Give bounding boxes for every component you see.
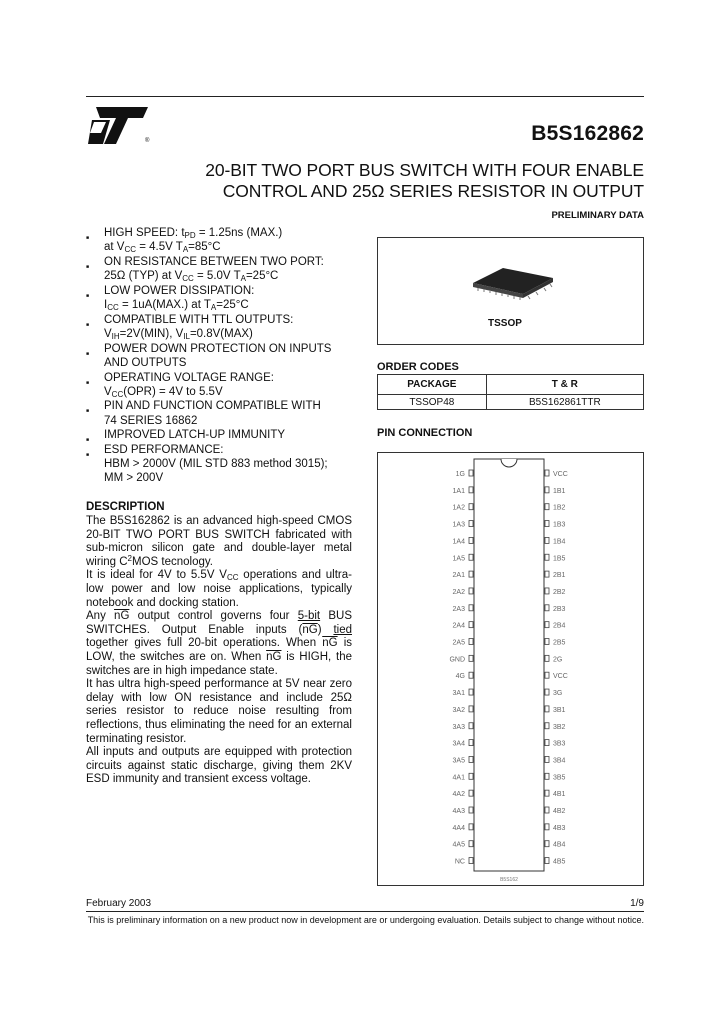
- pin-label-left: 3A2: [452, 706, 465, 714]
- pin-label-right: 2B2: [553, 588, 566, 596]
- pin-label-right: 4B1: [553, 791, 566, 799]
- pin-label-left: 4A2: [452, 791, 465, 799]
- pin-left: [469, 554, 473, 560]
- bullet-icon: ■: [86, 379, 90, 386]
- bullet-icon: ■: [86, 408, 90, 415]
- pin-label-left: 2A2: [452, 588, 465, 596]
- pin-left: [469, 487, 473, 493]
- pin-label-left: 3A5: [452, 757, 465, 765]
- pin-label-right: 1B1: [553, 487, 566, 495]
- feature-item: ■ OPERATING VOLTAGE RANGE: $V_{CC}(OPR) = 4V$ to 5.5V: [86, 371, 274, 399]
- table-header-row: [378, 375, 644, 395]
- bullet-icon: ■: [86, 263, 90, 270]
- document-title: [205, 160, 644, 202]
- pin-label-right: 4B3: [553, 824, 566, 832]
- bullet-icon: ■: [86, 321, 90, 328]
- feature-item: ■ ON RESISTANCE BETWEEN TWO PORT: 25Ω (TYP) at $V_{CC} = 5.0V$ $T_A=25^\circ C$: [86, 255, 324, 284]
- pin-left: [469, 858, 473, 864]
- pin-left: [469, 723, 473, 729]
- pin-right: [545, 588, 549, 594]
- cell-tr: B5S162861TTR: [486, 395, 643, 410]
- top-rule: [86, 96, 644, 97]
- pin-label-left: 1A3: [452, 521, 465, 529]
- pin-left: [469, 470, 473, 476]
- pin-label-right: 1B3: [553, 521, 566, 529]
- pin-label-left: 3A3: [452, 723, 465, 731]
- footer-rule: [86, 911, 644, 912]
- pin-label-left: 3A4: [452, 740, 465, 748]
- pin-right: [545, 672, 549, 678]
- part-number: B5S162862: [531, 122, 644, 145]
- col-package: PACKAGE: [378, 375, 487, 395]
- pin-label-left: 4G: [455, 673, 465, 681]
- pin-label-right: 4B2: [553, 808, 566, 815]
- status-label: PRELIMINARY DATA: [551, 210, 644, 221]
- description-para-3: Any $\overline{nG}$ output control governs four 5-bit BUS SWITCHES. Output Enable inputs $(\overline{nG})$ tied together gives full 20-bit operations. When $\overline{nG}$ is LOW, the switches are on. When $\overline{nG}$ is HIGH, the switches are in high impedance state.: [86, 610, 353, 677]
- pin-label-right: 3B2: [553, 723, 566, 731]
- pin-label-left: 2A1: [452, 572, 465, 580]
- pin-label-right: 3B4: [553, 757, 566, 765]
- bullet-icon: ■: [86, 350, 90, 357]
- pin-right: [545, 723, 549, 729]
- feature-item: ■ LOW POWER DISSIPATION: $I_{CC} = 1uA(MAX.)$ at $T_A=25^\circ C$: [86, 284, 255, 313]
- pin-right: [545, 487, 549, 493]
- pin-label-left: 1A2: [452, 504, 465, 512]
- pin-label-right: 2B4: [553, 622, 566, 630]
- pin-left: [469, 841, 473, 847]
- pin-label-left: 1A4: [452, 538, 465, 546]
- description-body: [86, 515, 352, 787]
- bullet-icon: ■: [86, 292, 90, 299]
- pin-connection-heading: PIN CONNECTION: [377, 427, 473, 439]
- pin-label-left: 4A5: [452, 841, 465, 849]
- footer-date: February 2003: [86, 898, 152, 909]
- pin-right: [545, 858, 549, 864]
- pin-left: [469, 790, 473, 796]
- footer-note: This is preliminary information on a new product now in development are or undergoing evaluation. Details subject to change without notice.: [87, 915, 644, 925]
- pin-left: [469, 807, 473, 813]
- pin-label-right: VCC: [553, 471, 568, 478]
- pin-right: [545, 689, 549, 695]
- description-para-2: It is ideal for 4V to 5.5V $V_{CC}$ operations and ultra-low power and low noise applications, typically notebook and docking station.: [86, 569, 352, 609]
- bullet-icon: ■: [86, 235, 90, 241]
- pin-right: [545, 504, 549, 510]
- pin-label-right: 1B2: [553, 504, 566, 512]
- description-para-4: It has ultra high-speed performance at 5V near zero delay with low ON resistance and include 25Ω series resistor to reduce noise resulting from reflections, thus eliminating the need for an external terminating resistor.: [86, 678, 352, 745]
- description-para-5: All inputs and outputs are equipped with protection circuits against static discharge, giving them 2KV ESD immunity and transient excess voltage.: [86, 746, 352, 786]
- pin-label-right: 1B4: [553, 538, 566, 546]
- pin-label-right: 2B1: [553, 572, 566, 580]
- pin-right: [545, 622, 549, 628]
- pin-left: [469, 521, 473, 527]
- pin-label-right: 2G: [553, 656, 563, 664]
- cell-package: TSSOP48: [378, 395, 487, 410]
- pin-left: [469, 639, 473, 645]
- feature-item: ■ ESD PERFORMANCE: HBM > 2000V (MIL STD 883 method 3015); MM > 200V: [86, 444, 328, 485]
- pin-label-right: 1B5: [553, 555, 566, 563]
- pin-right: [545, 554, 549, 560]
- pin-label-right: VCC: [553, 673, 568, 681]
- pin-left: [469, 504, 473, 510]
- pin-label-left: 3A1: [452, 690, 465, 698]
- order-codes-heading: ORDER CODES: [377, 361, 459, 373]
- description-heading: DESCRIPTION: [86, 501, 165, 513]
- pin-label-left: NC: [454, 858, 465, 866]
- bullet-icon: ■: [86, 452, 90, 459]
- pin-label-right: 2B5: [553, 639, 566, 647]
- pin-right: [545, 605, 549, 611]
- pin-left: [469, 605, 473, 611]
- pin-label-left: 2A5: [452, 639, 465, 647]
- pin-left: [469, 706, 473, 712]
- pin-label-left: 4A1: [452, 774, 465, 782]
- feature-item: ■ COMPATIBLE WITH TTL OUTPUTS: $V_{IH}=2V(MIN)$, $V_{IL}=0.8V(MAX)$: [86, 313, 294, 341]
- ic-body: [474, 459, 544, 871]
- feature-item: ■ HIGH SPEED: $t_{PD} = 1.25ns$ (MAX.) at $V_{CC} = 4.5V$ $T_A=85^\circ C$: [86, 227, 283, 255]
- pin-left: [469, 756, 473, 762]
- title-line-1: 20-BIT TWO PORT BUS SWITCH WITH FOUR ENABLE: [205, 160, 644, 180]
- pin-label-left: 4A3: [452, 808, 465, 815]
- pin-connection-box: [377, 452, 644, 886]
- feature-item: ■ PIN AND FUNCTION COMPATIBLE WITH 74 SERIES 16862: [86, 400, 321, 427]
- pin-left: [469, 588, 473, 594]
- pin-label-right: 4B5: [553, 858, 566, 866]
- pin-left: [469, 672, 473, 678]
- pin-label-left: 1A5: [452, 555, 465, 563]
- pin-left: [469, 689, 473, 695]
- pin-left: [469, 655, 473, 661]
- table-row: [378, 395, 644, 410]
- pin-label-left: 2A3: [452, 605, 465, 613]
- diagram-caption: B5S162: [500, 877, 518, 883]
- feature-item: ■ POWER DOWN PROTECTION ON INPUTS AND OUTPUTS: [86, 342, 332, 369]
- pin-label-left: 1G: [455, 471, 465, 478]
- pin-label-left: 2A4: [452, 622, 465, 630]
- pin-right: [545, 740, 549, 746]
- pin-diagram: [378, 453, 643, 885]
- pin-left: [469, 740, 473, 746]
- feature-item: ■ IMPROVED LATCH-UP IMMUNITY: [86, 428, 356, 442]
- pin-left: [469, 622, 473, 628]
- pin-right: [545, 655, 549, 661]
- registered-mark: ®: [145, 138, 150, 144]
- pin-right: [545, 571, 549, 577]
- pin-left: [469, 537, 473, 543]
- bullet-icon: ■: [86, 437, 90, 444]
- footer-page: 1/9: [630, 898, 644, 909]
- package-label: TSSOP: [488, 318, 522, 329]
- pin-label-right: 2B3: [553, 605, 566, 613]
- pin-right: [545, 470, 549, 476]
- pin-label-right: 3G: [553, 690, 563, 698]
- title-line-2: CONTROL AND 25Ω SERIES RESISTOR IN OUTPUT: [222, 181, 644, 201]
- pin-right: [545, 824, 549, 830]
- pin-right: [545, 537, 549, 543]
- order-codes-table: [377, 374, 644, 410]
- pin-left: [469, 571, 473, 577]
- pin-right: [545, 756, 549, 762]
- st-logo-icon: [86, 104, 152, 146]
- pin-label-right: 3B3: [553, 740, 566, 748]
- pin-right: [545, 841, 549, 847]
- pin-left: [469, 824, 473, 830]
- description-para-1: The B5S162862 is an advanced high-speed CMOS 20-BIT TWO PORT BUS SWITCH fabricated with sub-micron silicon gate and double-layer metal wiring $C^2MOS$ tecnology.: [86, 515, 352, 568]
- pin-label-right: 3B5: [553, 774, 566, 782]
- pin-label-left: 4A4: [452, 824, 465, 832]
- pin-left: [469, 773, 473, 779]
- pin-label-right: 4B4: [553, 841, 566, 849]
- feature-list: [86, 226, 356, 486]
- pin-right: [545, 521, 549, 527]
- pin-right: [545, 773, 549, 779]
- pin-right: [545, 706, 549, 712]
- pin-right: [545, 807, 549, 813]
- pin-label-right: 3B1: [553, 706, 566, 714]
- pin-label-left: 1A1: [452, 487, 465, 495]
- col-tr: T & R: [486, 375, 643, 395]
- pin-label-left: GND: [449, 656, 465, 664]
- pin-right: [545, 639, 549, 645]
- pin-right: [545, 790, 549, 796]
